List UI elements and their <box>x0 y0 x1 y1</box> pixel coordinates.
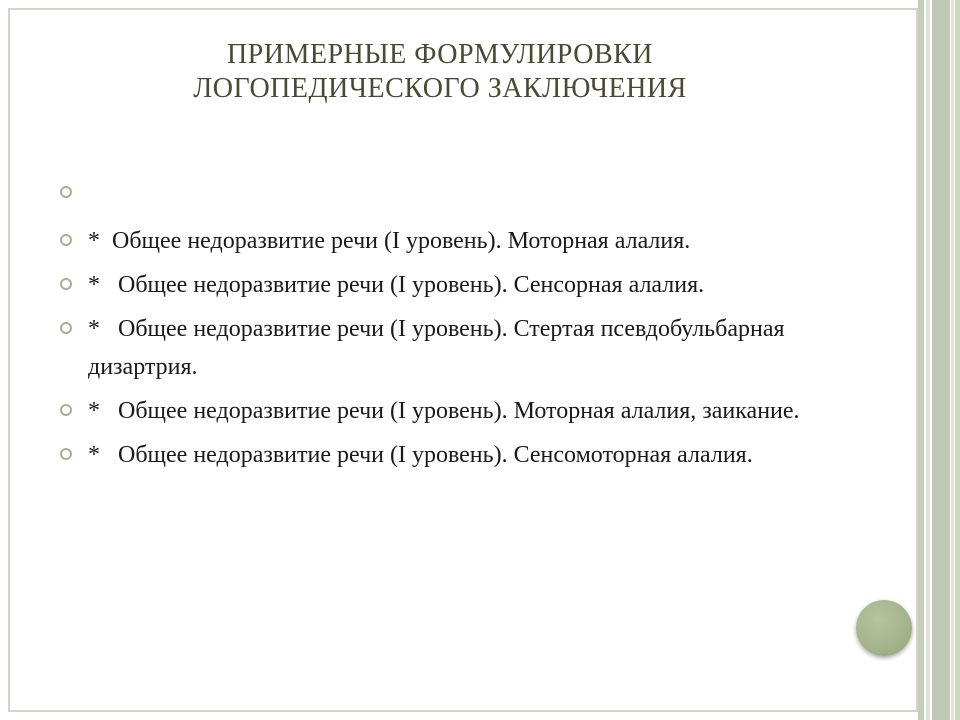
side-stripe <box>926 0 930 720</box>
bullet-circle-icon <box>60 404 72 416</box>
list-item-empty <box>58 174 818 212</box>
bullet-circle-icon <box>60 278 72 290</box>
list-item-text: * Общее недоразвитие речи (I уровень). Стертая псевдобульбарная дизартрия. <box>88 316 791 380</box>
side-stripe <box>955 0 960 720</box>
list-item <box>58 266 818 304</box>
title-line-2: ЛОГОПЕДИЧЕСКОГО ЗАКЛЮЧЕНИЯ <box>193 73 687 104</box>
list-item-text: * Общее недоразвитие речи (I уровень). Моторная алалия, заикание. <box>88 398 800 424</box>
slide-title <box>80 38 800 106</box>
list-item <box>58 436 818 474</box>
decorative-side-stripes <box>918 0 960 720</box>
list-item-text: * Общее недоразвитие речи (I уровень). Сенсомоторная алалия. <box>88 442 753 468</box>
bullet-circle-icon <box>60 234 72 246</box>
side-stripe <box>951 0 954 720</box>
decorative-circle <box>856 600 912 656</box>
bullet-circle-icon <box>60 322 72 334</box>
list-item <box>58 310 818 386</box>
side-stripe <box>932 0 950 720</box>
bullet-circle-icon <box>60 186 72 198</box>
list-item-text: * Общее недоразвитие речи (I уровень). Сенсорная алалия. <box>88 272 705 298</box>
list-item <box>58 392 818 430</box>
list-item <box>58 222 818 260</box>
list-item-text: * Общее недоразвитие речи (I уровень). Моторная алалия. <box>88 228 691 254</box>
title-line-1: ПРИМЕРНЫЕ ФОРМУЛИРОВКИ <box>226 39 654 70</box>
bullet-circle-icon <box>60 448 72 460</box>
side-stripe <box>918 0 924 720</box>
bullet-list <box>58 174 818 474</box>
